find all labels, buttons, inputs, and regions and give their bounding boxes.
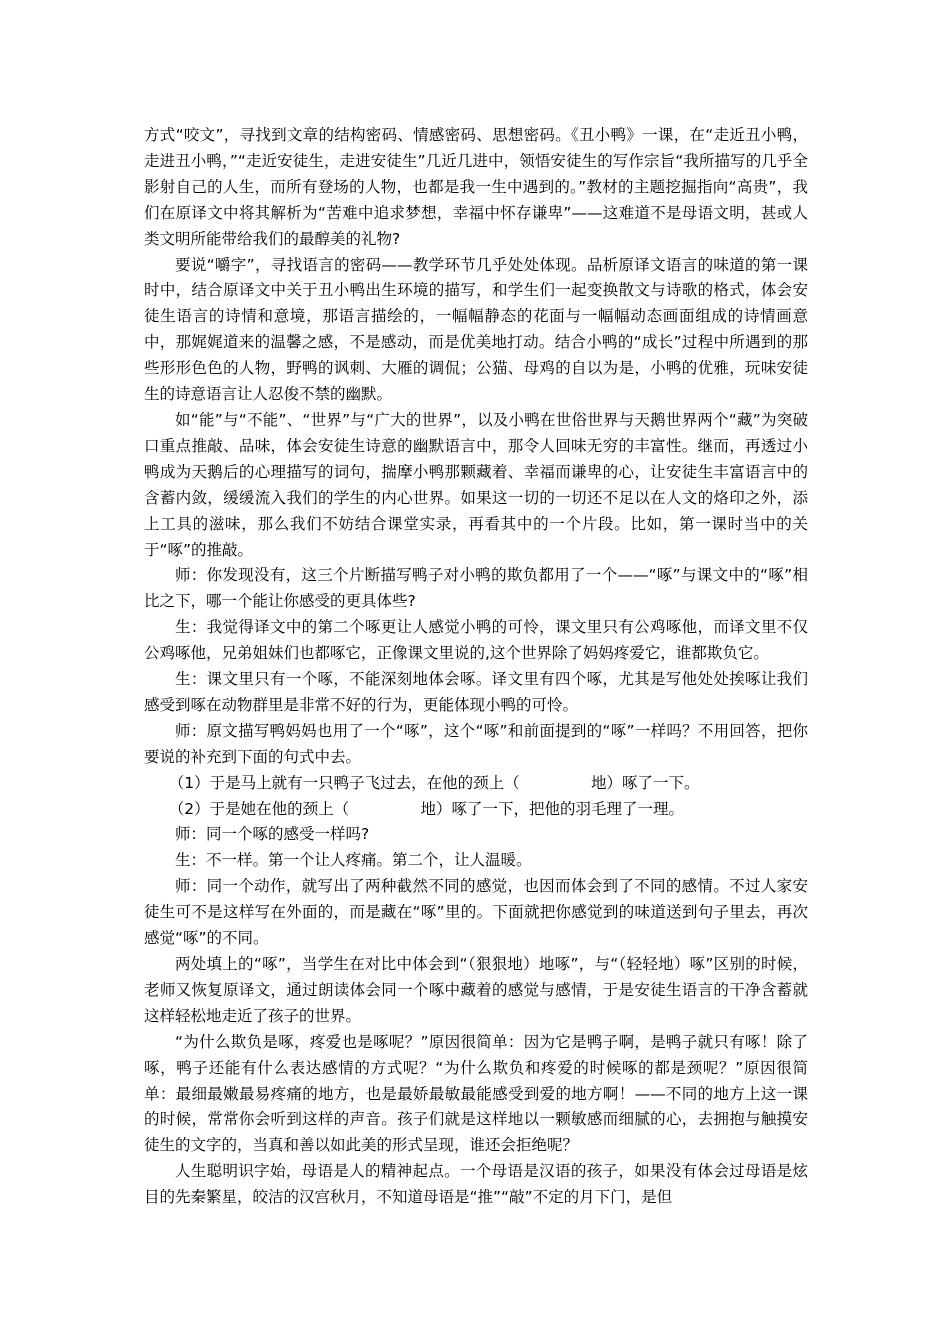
fill-sentence-text: 地）啄了一下。: [590, 773, 700, 792]
paragraph: 方式“咬文”，寻找到文章的结构密码、情感密码、思想密码。《丑小鸭》一课，在“走近丑小鸭，走进丑小鸭，”“走近安徒生，走进安徒生”几近几进中，领悟安徒生的写作宗旨“我所描写的几乎全影射自己的人生，而所有登场的人物，也都是我一生中遇到的。”教材的主题挖掘指向“高贵”，我们在原译文中将其解析为“苦难中追求梦想，幸福中怀存谦卑”——这难道不是母语文明，甚或人类文明所能带给我们的最醇美的礼物?: [144, 126, 808, 248]
fill-sentence-text: （2）于是她在他的颈上（: [168, 799, 350, 818]
paragraph: 生：不一样。第一个让人疼痛。第二个，让人温暖。: [175, 851, 532, 870]
paragraph: “为什么欺负是啄，疼爱也是啄呢？”原因很简单：因为它是鸭子啊，是鸭子就只有啄！除了啄，鸭子还能有什么表达感情的方式呢？“为什么欺负和疼爱的时候啄的都是颈呢？”原因很简单：最细最嫩最易疼痛的地方，也是最娇最敏最能感受到爱的地方啊！——不同的地方上这一课的时候，常常你会听到这样的声音。孩子们就是这样地以一颗敏感而细腻的心，去拥抱与触摸安徒生的文字的，当真和善以如此美的形式呈现，谁还会拒绝呢？: [144, 1032, 808, 1155]
paragraph: 师：同一个啄的感受一样吗?: [175, 825, 370, 844]
document-page: [144, 123, 808, 1211]
paragraph: 师：你发现没有，这三个片断描写鸭子对小鸭的欺负都用了一个——“啄”与课文中的“啄”相比之下，哪一个能让你感受的更具体些?: [144, 566, 808, 611]
paragraph: 人生聪明识字始，母语是人的精神起点。一个母语是汉语的孩子，如果没有体会过母语是炫目的先秦繁星，皎洁的汉宫秋月，不知道母语是“推”“敲”不定的月下门，是但: [144, 1162, 808, 1207]
paragraph: 生：我觉得译文中的第二个啄更让人感觉小鸭的可怜，课文里只有公鸡啄他，而译文里不仅公鸡啄他，兄弟姐妹们也都啄它，正像课文里说的,这个世界除了妈妈疼爱它，谁都欺负它。: [144, 618, 808, 663]
fill-sentence-text: 地）啄了一下，把他的羽毛理了一理。: [420, 799, 684, 818]
paragraph: 师：同一个动作，就写出了两种截然不同的感觉，也因而体会到了不同的感情。不过人家安徒生可不是这样写在外面的，而是藏在“啄”里的。下面就把你感觉到的味道送到句子里去，再次感觉“啄”的不同。: [144, 877, 808, 948]
paragraph: 两处填上的“啄”，当学生在对比中体会到“（狠狠地）地啄”，与“（轻轻地）啄”区别的时候，老师又恢复原译文，通过朗读体会同一个啄中藏着的感觉与感情，于是安徒生语言的干净含蓄就这样轻松地走近了孩子的世界。: [144, 955, 808, 1025]
fill-sentence-text: （1）于是马上就有一只鸭子飞过去，在他的颈上（: [168, 773, 520, 792]
paragraph: 要说“嚼字”，寻找语言的密码——教学环节几乎处处体现。品析原译文语言的味道的第一课时中，结合原译文中关于丑小鸭出生环境的描写，和学生们一起变换散文与诗歌的格式，体会安徒生语言的诗情和意境，那语言描绘的，一幅幅静态的花面与一幅幅动态画面组成的诗情画意中，那娓娓道来的温馨之感，不是感动，而是优美地打动。结合小鸭的“成长”过程中所遇到的那些形形色色的人物，野鸭的讽刺、大雁的调侃；公猫、母鸡的自以为是，小鸭的优雅，玩味安徒生的诗意语言让人忍俊不禁的幽默。: [144, 255, 808, 404]
fill-sentence-2: [144, 797, 808, 823]
paragraph: 师：原文描写鸭妈妈也用了一个“啄”，这个“啄”和前面提到的“啄”一样吗？不用回答，把你要说的补充到下面的句式中去。: [144, 721, 808, 766]
fill-sentence-1: [144, 771, 808, 797]
paragraph: 如“能”与“不能”、“世界”与“广大的世界”，以及小鸭在世俗世界与天鹅世界两个“藏”为突破口重点推敲、品味，体会安徒生诗意的幽默语言中，那令人回味无穷的丰富性。继而，再透过小鸭成为天鹅后的心理描写的词句，揣摩小鸭那颗藏着、幸福而谦卑的心，让安徒生丰富语言中的含蓄内敛，缓缓流入我们的学生的内心世界。如果这一切的一切还不足以在人文的烙印之外，添上工具的滋味，那么我们不妨结合课堂实录，再看其中的一个片段。比如，第一课时当中的关于“啄”的推敲。: [144, 410, 808, 559]
paragraph: 生：课文里只有一个啄，不能深刻地体会啄。译文里有四个啄，尤其是写他处处挨啄让我们感受到啄在动物群里是非常不好的行为，更能体现小鸭的可怜。: [144, 670, 808, 714]
